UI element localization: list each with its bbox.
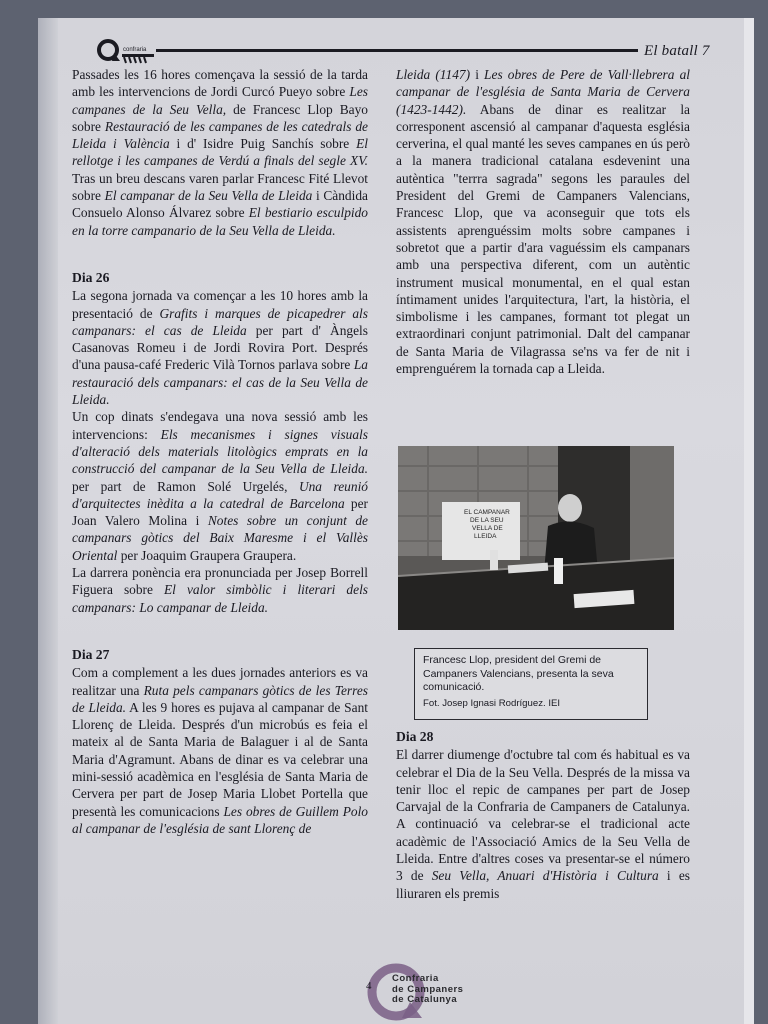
magazine-page (38, 18, 754, 1024)
confraria-logo-text (392, 974, 482, 1006)
poster-line-4: LLEIDA (474, 533, 497, 540)
conference-photo (398, 446, 674, 630)
heading-dia-27: Dia 27 (72, 646, 110, 662)
right-column (396, 66, 690, 377)
left-column (72, 66, 368, 837)
left-paragraph-1: Passades les 16 hores començava la sessió de la tarda amb les intervencions de Jordi Curcó Pueyo sobre Les campanes de la Seu Vella, de Francesc Llop Bayo sobre Restauració de les campanes de les catedrals de Lleida i València i d' Isidre Puig Sanchís sobre El rellotge i les campanes de Verdú a finals del segle XV. Tras un breu descans varen parlar Francesc Fité Llevot sobre El campanar de la Seu Vella de Lleida i Càndida Consuelo Alonso Álvarez sobre El bestiario esculpido en la torre campanario de la Seu Vella de Lleida. (72, 67, 368, 238)
left-paragraph-2: La segona jornada va començar a les 10 hores amb la presentació de Grafits i marques de picapedrer als campanars: el cas de Lleida per part d' Àngels Casanovas Romeu i de Jordi Rovira Port. Després d'una pausa-café Frederic Vilà Tornos parlava sobre La restauració dels campanars: el cas de la Seu Vella de Lleida. (72, 288, 368, 408)
header-logo-icon (96, 37, 156, 65)
org-line-1: Confraria (392, 973, 439, 984)
caption-text: Francesc Llop, president del Gremi de Campaners Valencians, presenta la seva comunicació. (423, 654, 614, 693)
caption-credit: Fot. Josep Ignasi Rodríguez. IEI (423, 697, 561, 709)
header-logo-text: confraria (123, 47, 147, 53)
page-edge (744, 18, 754, 1024)
speaker-head (558, 494, 582, 522)
page-number: 4 (366, 980, 372, 992)
left-paragraph-5: Com a complement a les dues jornades anteriors es va realitzar una Ruta pels campanars gòtics de les Terres de Lleida. A les 9 hores es pujava al campanar de Sant Llorenç de Lleida. Després d'un microbús es feia el mateix al de Santa Maria de Balaguer i al de Santa Maria d'Agramunt. Abans de dinar es va celebrar una mini-sessió acadèmica en l'església de Santa Maria de Cervera per part de Josep Maria Llobet Portella que presentà les comunicacions Les obres de Guillem Polo al campanar de l'església de sant Llorenç de (72, 665, 368, 836)
left-paragraph-4: La darrera ponència era pronunciada per Josep Borrell Figuera sobre El valor simbòlic i literari dels campanars: Lo campanar de Lleida. (72, 565, 368, 615)
poster-line-2: DE LA SEU (470, 517, 504, 524)
heading-dia-26: Dia 26 (72, 269, 110, 285)
poster-line-3: VELLA DE (472, 525, 503, 532)
photo-caption (414, 648, 648, 720)
left-paragraph-3: Un cop dinats s'endegava una nova sessió amb les intervencions: Els mecanismes i signes visuals d'alteració dels materials litològics emprats en la construcció del campanar de la Seu Vella de Lleida. per part de Ramon Solé Urgelés, Una reunió d'arquitectes inèdita a la catedral de Barcelona per Joan Valero Molina i Notes sobre un conjunt de campanars gòtics del Baix Maresme i el Vallès Oriental per Joaquim Graupera Graupera. (72, 409, 368, 563)
poster-line-1: EL CAMPANAR (464, 509, 510, 516)
right-paragraph-1: Lleida (1147) i Les obres de Pere de Vall·llebrera al campanar de l'església de Santa Maria de Cervera (1423-1442). Abans de dinar es realitzar la corresponent ascensió al campanar d'aquesta església cerverina, el qual manté les seves campanes en ús però a la manera tradicional catalana esdevenint una autèntica "terrra sagrada" segons les paraules del President del Gremi de Campaners Valencians, Francesc Llop, que va aconseguir que tots els assistents aprenguéssim molts sobre campanes i sobretot que a partir d'ara vaguéssim els campanars amb una perspectiva diferent, com un autèntic instrument musical monumental, en el qual estan íntimament unides l'arquitectura, l'art, la història, el simbolisme i les campanes, formant tot plegat un extraordinari conjunt patrimonial. Dalt del campanar de Santa Maria de Vilagrassa se'ns va fer de nit i emprenguérem la tornada cap a Lleida. (396, 67, 690, 377)
photo-illustration (398, 446, 674, 630)
header-rule (156, 49, 638, 52)
org-line-2: de Campaners (392, 983, 464, 995)
right-paragraph-2: El darrer diumenge d'octubre tal com és habitual es va celebrar el Dia de la Seu Vella. Després de la missa va tenir lloc el repic de campanes per part de Josep Carvajal de la Confraria de Campaners de Catalunya. A continuació va celebrar-se el tradicional acte acadèmic de l'Associació Amics de la Seu Vella de Lleida. Entre d'altres coses va presentar-se el número 3 de Seu Vella, Anuari d'Història i Cultura i es lliuraren els premis (396, 747, 691, 901)
issue-title: El batall 7 (644, 43, 710, 59)
org-line-3: de Catalunya (392, 994, 458, 1005)
right-column-lower (396, 728, 690, 902)
heading-dia-28: Dia 28 (396, 729, 434, 744)
binding-shadow (38, 18, 58, 1024)
